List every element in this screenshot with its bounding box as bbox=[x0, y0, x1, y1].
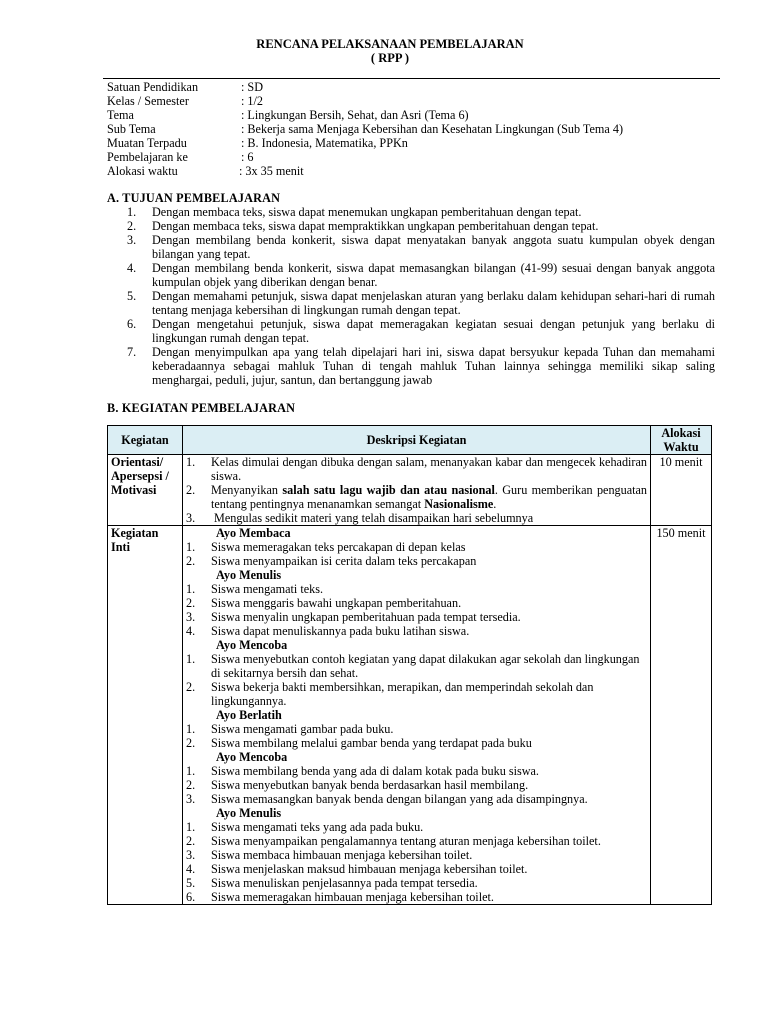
header-alokasi: Alokasi Waktu bbox=[651, 426, 712, 455]
list-number: 3. bbox=[186, 610, 196, 624]
text-fragment: . Guru memberikan penguatan tentang pentingnya menanamkan semangat bbox=[211, 483, 648, 511]
group-title: Ayo Menulis bbox=[216, 568, 282, 582]
list-text: Siswa mengamati teks. bbox=[211, 582, 324, 596]
objective-number: 5. bbox=[127, 289, 137, 303]
list-number: 3. bbox=[186, 848, 196, 862]
identity-value: : 3x 35 menit bbox=[239, 164, 304, 178]
group-title: Ayo Menulis bbox=[216, 806, 282, 820]
identity-label: Kelas / Semester bbox=[107, 94, 189, 108]
objective-item bbox=[127, 219, 715, 233]
bold-fragment: Nasionalisme bbox=[424, 497, 494, 511]
identity-row bbox=[107, 108, 717, 122]
row-activity-name: Kegiatan Inti bbox=[108, 526, 183, 905]
section-b-heading: B. KEGIATAN PEMBELAJARAN bbox=[107, 401, 296, 415]
list-number: 6. bbox=[186, 890, 196, 904]
list-number: 3. bbox=[186, 792, 196, 806]
objective-number: 1. bbox=[127, 205, 137, 219]
row-description bbox=[183, 455, 651, 526]
list-number: 1. bbox=[186, 652, 196, 666]
list-item bbox=[186, 736, 647, 750]
list-item bbox=[186, 455, 647, 483]
identity-row bbox=[107, 136, 717, 150]
list-item bbox=[186, 820, 647, 834]
row-activity-name: Orientasi/ Apersepsi / Motivasi bbox=[108, 455, 183, 526]
list-item bbox=[186, 834, 647, 848]
list-text: Siswa memeragakan teks percakapan di depan kelas bbox=[211, 540, 466, 554]
objective-text: Dengan membilang benda konkerit, siswa dapat memasangkan bilangan (41-99) sesuai dengan banyak anggota kumpulan objek yang diberikan dengan benar. bbox=[152, 261, 715, 289]
list-number: 1. bbox=[186, 455, 196, 469]
list-number: 2. bbox=[186, 778, 196, 792]
objective-item bbox=[127, 345, 715, 387]
list-item bbox=[186, 540, 647, 554]
identity-row bbox=[107, 94, 717, 108]
objective-text: Dengan menyimpulkan apa yang telah dipelajari hari ini, siswa dapat bersyukur kepada Tuhan dan memahami keberadaannya sebagai mahluk Tuhan di tengah mahluk Tuhan lainnya sehingga memiliki sikap saling menghargai, peduli, jujur, santun, dan bertanggung jawab bbox=[152, 345, 715, 387]
list-number: 1. bbox=[186, 764, 196, 778]
list-number: 2. bbox=[186, 483, 196, 497]
list-number: 2. bbox=[186, 736, 196, 750]
bold-fragment: salah satu lagu wajib dan atau nasional bbox=[282, 483, 495, 497]
group-title: Ayo Mencoba bbox=[216, 750, 288, 764]
list-text: Siswa mengamati gambar pada buku. bbox=[211, 722, 394, 736]
list-item bbox=[186, 610, 647, 624]
identity-label: Alokasi waktu bbox=[107, 164, 178, 178]
identity-row bbox=[107, 122, 717, 136]
list-item bbox=[186, 680, 647, 708]
objective-number: 7. bbox=[127, 345, 137, 359]
objective-text: Dengan mengetahui petunjuk, siswa dapat memeragakan kegiatan sesuai dengan petunjuk yang berlaku di lingkungan rumah dengan tepat. bbox=[152, 317, 715, 345]
list-text: Siswa memasangkan banyak benda dengan bilangan yang ada disampingnya. bbox=[211, 792, 588, 806]
list-text: Kelas dimulai dengan dibuka dengan salam, menanyakan kabar dan mengecek kehadiran siswa. bbox=[211, 455, 647, 483]
list-text: Siswa menggaris bawahi ungkapan pemberitahuan. bbox=[211, 596, 462, 610]
list-text: Siswa menyampaikan pengalamannya tentang aturan menjaga kebersihan toilet. bbox=[211, 834, 601, 848]
identity-label: Satuan Pendidikan bbox=[107, 80, 199, 94]
list-item bbox=[186, 596, 647, 610]
group-title: Ayo Membaca bbox=[216, 526, 291, 540]
identity-block bbox=[107, 80, 717, 178]
title-divider bbox=[103, 78, 720, 79]
list-text: Siswa menjelaskan maksud himbauan menjaga kebersihan toilet. bbox=[211, 862, 528, 876]
objective-number: 2. bbox=[127, 219, 137, 233]
list-text: Siswa membilang benda yang ada di dalam kotak pada buku siswa. bbox=[211, 764, 539, 778]
document-title bbox=[0, 37, 768, 65]
list-item bbox=[186, 876, 647, 890]
list-text: Siswa memeragakan himbauan menjaga kebersihan toilet. bbox=[211, 890, 494, 904]
list-number: 1. bbox=[186, 820, 196, 834]
list-number: 1. bbox=[186, 540, 196, 554]
table-header-row bbox=[108, 426, 712, 455]
group-title: Ayo Berlatih bbox=[216, 708, 282, 722]
list-text: Siswa menuliskan penjelasannya pada tempat tersedia. bbox=[211, 876, 478, 890]
identity-value: : 6 bbox=[241, 150, 254, 164]
group-title: Ayo Mencoba bbox=[216, 638, 288, 652]
list-text: Siswa menyebutkan contoh kegiatan yang dapat dilakukan agar sekolah dan lingkungan di sekitarnya bersih dan sehat. bbox=[211, 652, 640, 680]
identity-value: : Lingkungan Bersih, Sehat, dan Asri (Tema 6) bbox=[241, 108, 469, 122]
list-text bbox=[211, 483, 647, 511]
table-row bbox=[108, 526, 712, 905]
text-fragment: Menyanyikan bbox=[211, 483, 283, 497]
objective-text: Dengan memahami petunjuk, siswa dapat menjelaskan aturan yang berlaku dalam kehidupan sehari-hari di rumah tentang menjaga kebersihan di lingkungan rumah dengan tepat. bbox=[152, 289, 715, 317]
list-item bbox=[186, 652, 647, 680]
list-number: 2. bbox=[186, 680, 196, 694]
list-text: Siswa menyampaikan isi cerita dalam teks percakapan bbox=[211, 554, 477, 568]
header-kegiatan: Kegiatan bbox=[108, 426, 183, 455]
section-a-heading: A. TUJUAN PEMBELAJARAN bbox=[107, 191, 281, 205]
list-text: Siswa menyalin ungkapan pemberitahuan pada tempat tersedia. bbox=[211, 610, 521, 624]
list-item bbox=[186, 511, 647, 525]
row-time: 10 menit bbox=[651, 455, 712, 526]
row-time: 150 menit bbox=[651, 526, 712, 905]
list-text: Siswa menyebutkan banyak benda berdasarkan hasil membilang. bbox=[211, 778, 529, 792]
objective-item bbox=[127, 289, 715, 317]
identity-label: Muatan Terpadu bbox=[107, 136, 187, 150]
list-item bbox=[186, 792, 647, 806]
list-text: Mengulas sedikit materi yang telah disampaikan hari sebelumnya bbox=[214, 511, 534, 525]
list-number: 2. bbox=[186, 596, 196, 610]
list-item bbox=[186, 890, 647, 904]
list-text: Siswa bekerja bakti membersihkan, merapikan, dan memperindah sekolah dan lingkungannya. bbox=[211, 680, 594, 708]
objective-number: 6. bbox=[127, 317, 137, 331]
identity-value: : B. Indonesia, Matematika, PPKn bbox=[241, 136, 408, 150]
objectives-list bbox=[127, 205, 715, 387]
list-number: 1. bbox=[186, 582, 196, 596]
list-item bbox=[186, 554, 647, 568]
list-item bbox=[186, 483, 647, 511]
list-number: 2. bbox=[186, 834, 196, 848]
identity-value: : Bekerja sama Menjaga Kebersihan dan Kesehatan Lingkungan (Sub Tema 4) bbox=[241, 122, 624, 136]
list-number: 1. bbox=[186, 722, 196, 736]
list-text: Siswa membilang melalui gambar benda yang terdapat pada buku bbox=[211, 736, 532, 750]
objective-item bbox=[127, 233, 715, 261]
title-line: RENCANA PELAKSANAAN PEMBELAJARAN bbox=[256, 37, 524, 51]
list-text: Siswa mengamati teks yang ada pada buku. bbox=[211, 820, 424, 834]
list-number: 4. bbox=[186, 624, 196, 638]
activity-table bbox=[107, 425, 712, 905]
objective-text: Dengan membaca teks, siswa dapat menemukan ungkapan pemberitahuan dengan tepat. bbox=[152, 205, 582, 219]
subtitle-line: ( RPP ) bbox=[370, 51, 410, 65]
list-text: Siswa dapat menuliskannya pada buku latihan siswa. bbox=[211, 624, 470, 638]
objective-text: Dengan membilang benda konkerit, siswa dapat menyatakan banyak anggota suatu kumpulan obyek dengan bilangan yang tepat. bbox=[152, 233, 715, 261]
list-number: 3. bbox=[186, 511, 196, 525]
list-item bbox=[186, 624, 647, 638]
objective-item bbox=[127, 317, 715, 345]
list-item bbox=[186, 582, 647, 596]
text-fragment: . bbox=[493, 497, 497, 511]
objective-text: Dengan membaca teks, siswa dapat mempraktikkan ungkapan pemberitahuan dengan tepat. bbox=[152, 219, 599, 233]
identity-row bbox=[107, 164, 717, 178]
objective-number: 4. bbox=[127, 261, 137, 275]
list-item bbox=[186, 848, 647, 862]
list-item bbox=[186, 764, 647, 778]
objective-item bbox=[127, 205, 715, 219]
table-row bbox=[108, 455, 712, 526]
identity-row bbox=[107, 80, 717, 94]
list-item bbox=[186, 862, 647, 876]
identity-label: Tema bbox=[107, 108, 134, 122]
list-text: Siswa membaca himbauan menjaga kebersihan toilet. bbox=[211, 848, 473, 862]
identity-value: : 1/2 bbox=[241, 94, 264, 108]
objective-number: 3. bbox=[127, 233, 137, 247]
identity-label: Pembelajaran ke bbox=[107, 150, 188, 164]
objective-item bbox=[127, 261, 715, 289]
list-number: 5. bbox=[186, 876, 196, 890]
list-item bbox=[186, 778, 647, 792]
list-item bbox=[186, 722, 647, 736]
identity-label: Sub Tema bbox=[107, 122, 156, 136]
list-number: 2. bbox=[186, 554, 196, 568]
identity-value: : SD bbox=[241, 80, 264, 94]
identity-row bbox=[107, 150, 717, 164]
header-deskripsi: Deskripsi Kegiatan bbox=[183, 426, 651, 455]
row-description bbox=[183, 526, 651, 905]
list-number: 4. bbox=[186, 862, 196, 876]
